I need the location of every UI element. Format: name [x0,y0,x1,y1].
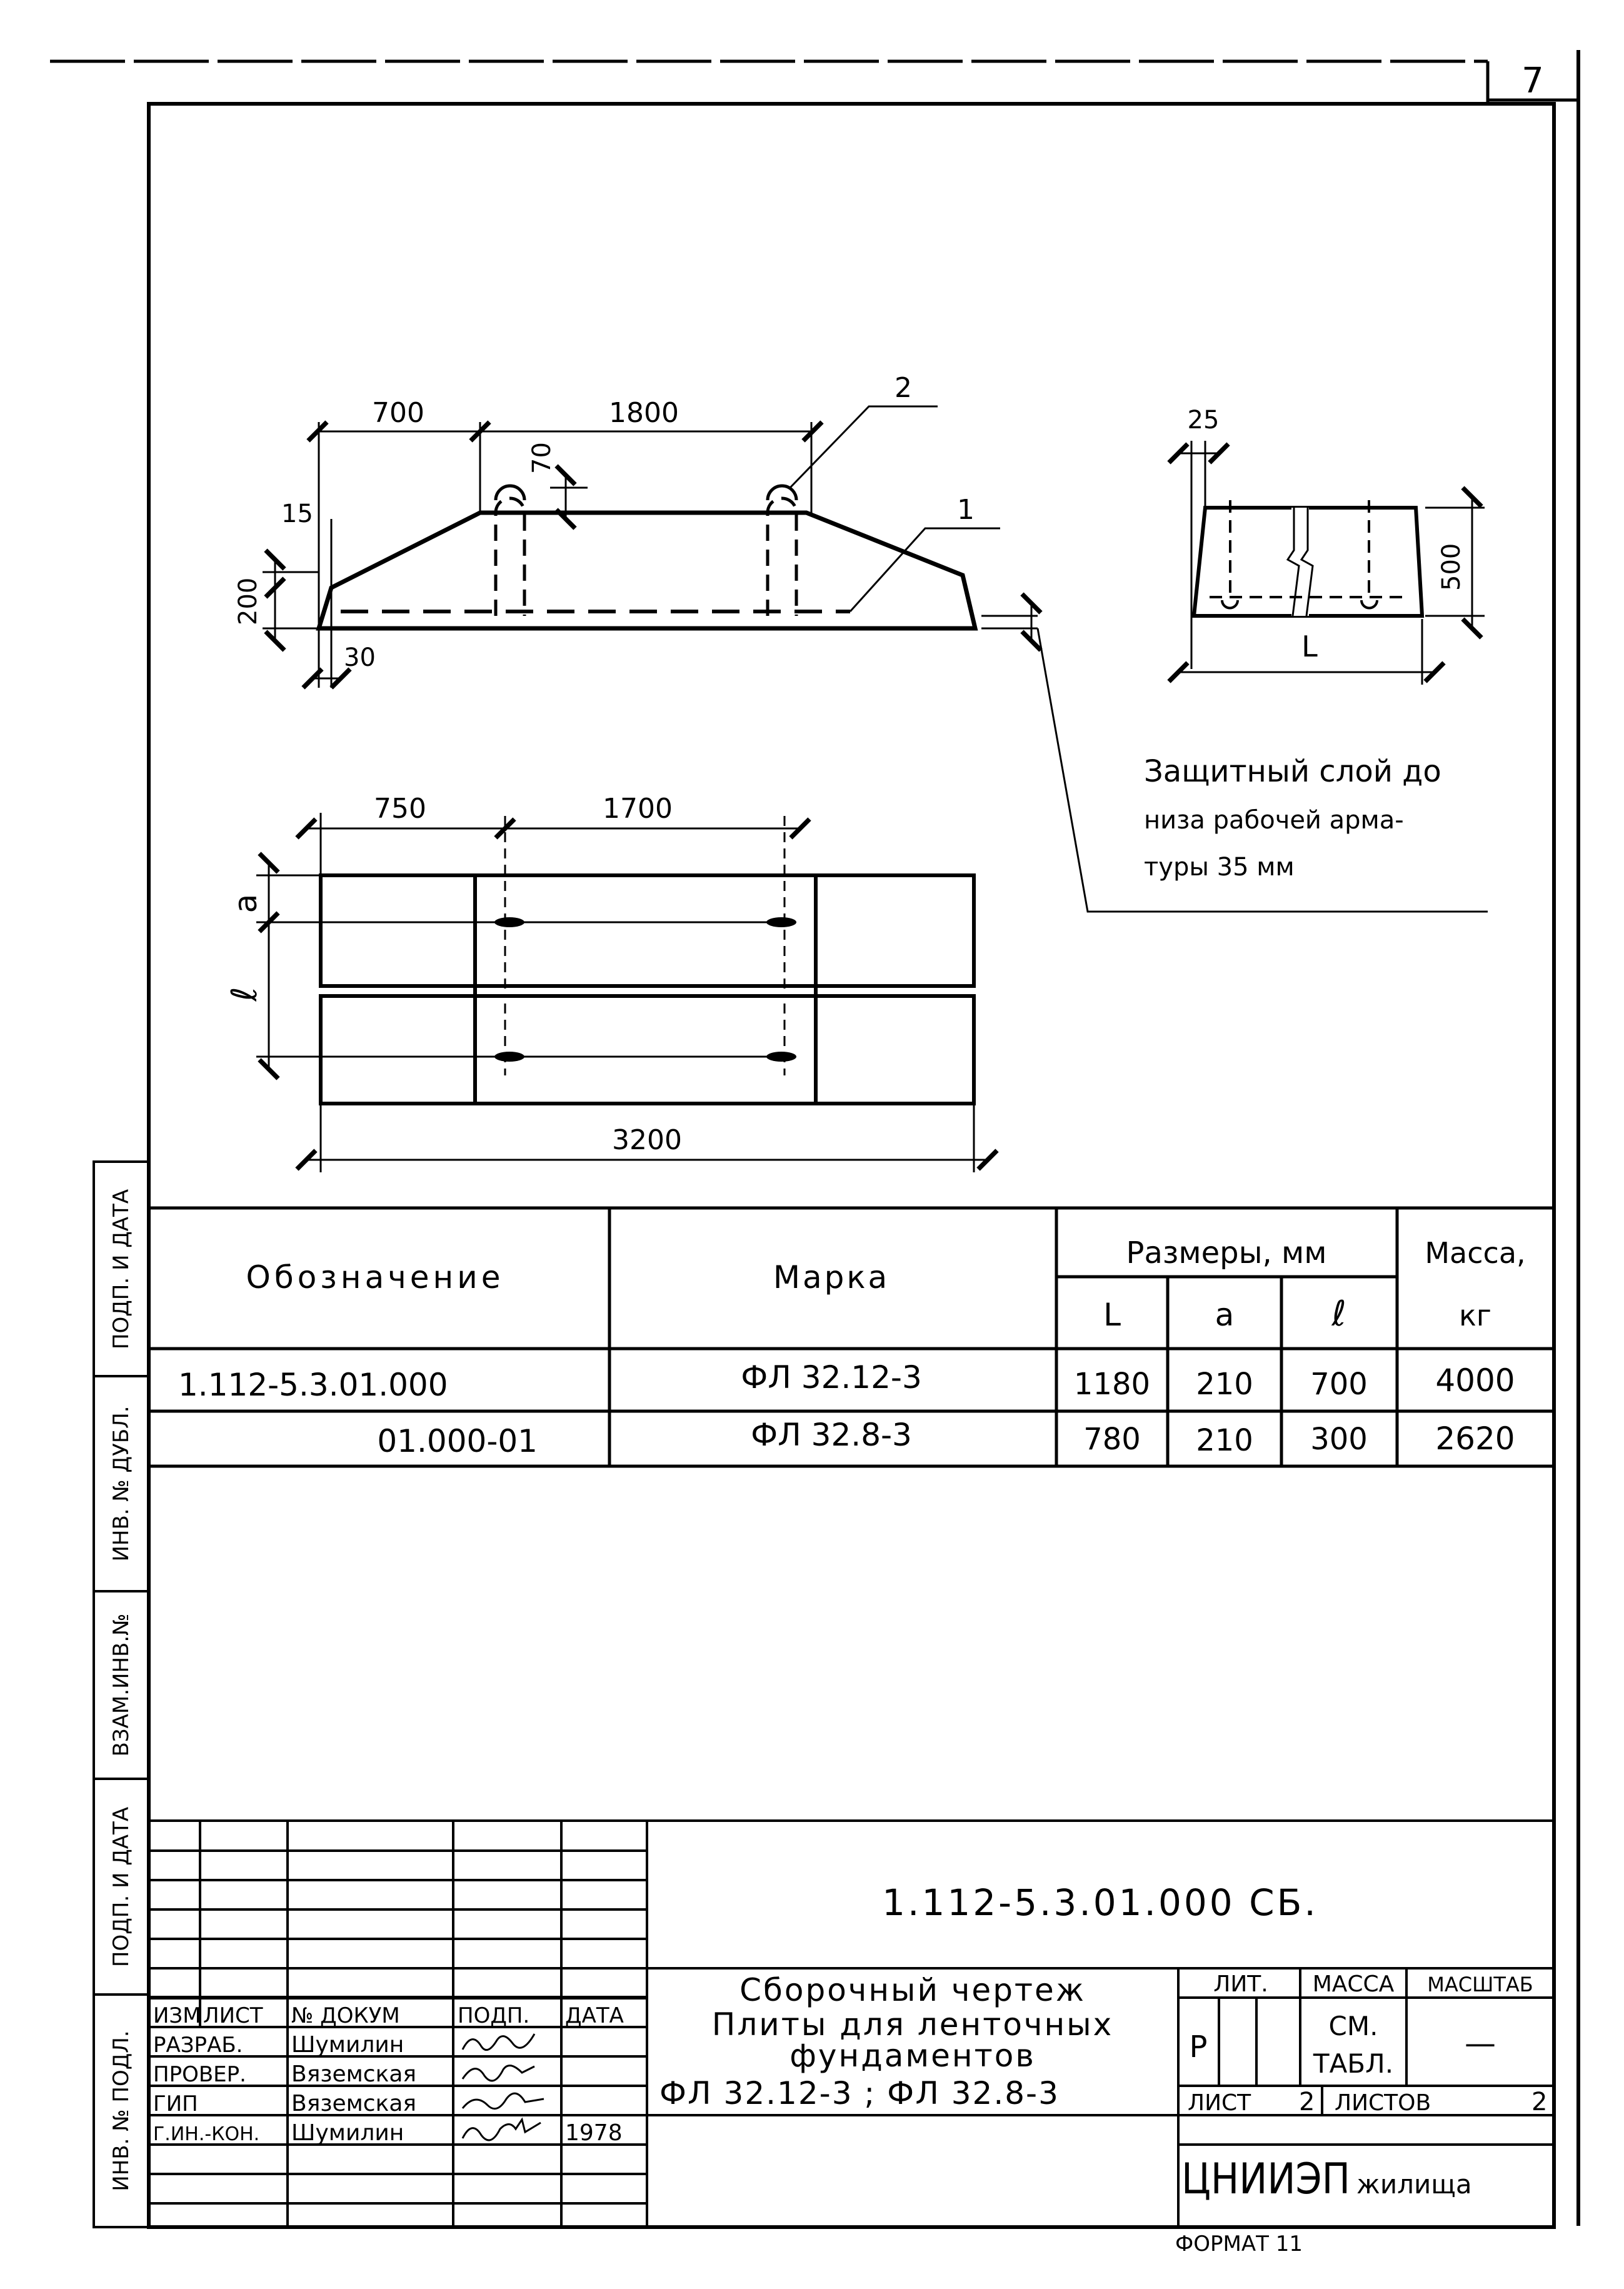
table-cell-mark: ФЛ 32.12-3 [741,1359,922,1396]
table-cell-mark: ФЛ 32.8-3 [751,1417,912,1453]
plan-slab-bottom [321,996,974,1104]
title-block [149,1821,1554,2256]
tb-mass-value-1: СМ. [1328,2011,1378,2041]
dim-l: ℓ [224,987,265,1002]
header-L: L [1103,1297,1121,1333]
plan-slab-top [321,875,974,986]
header-mass-unit: кг [1459,1299,1491,1332]
tb-sheets-value: 2 [1531,2088,1548,2116]
tb-name: Шумилин [291,2032,404,2058]
lifting-loop-right [768,498,796,616]
tb-sheet-value: 2 [1299,2088,1315,2116]
tb-lit-value: Р [1189,2030,1208,2065]
tb-role: ГИП [153,2091,198,2116]
title-line-1: Сборочный чертеж [739,1972,1086,2008]
callout-1: 1 [957,494,975,526]
table-cell-designation: 1.112-5.3.01.000 [178,1367,448,1403]
header-mass: Масса, [1425,1236,1526,1270]
stamp-inv-podl: ИНВ. № ПОДЛ. [109,2030,134,2191]
table-cell-l: 700 [1310,1367,1368,1402]
note-protective-layer [1144,754,1441,882]
table-cell-mass: 2620 [1435,1421,1515,1457]
dim-15: 15 [281,500,313,528]
table-cell-a: 210 [1196,1367,1253,1402]
tb-name: Вяземская [291,2091,417,2116]
stamp-inv-dubl: ИНВ. № ДУБЛ. [109,1406,134,1562]
title-line-4: ФЛ 32.12-3 ; ФЛ 32.8-3 [659,2075,1060,2111]
header-l: ℓ [1331,1294,1346,1334]
dim-3200: 3200 [612,1124,682,1156]
note-line-2: низа рабочей арма- [1144,806,1404,835]
stamp-vzam-inv: ВЗАМ.ИНВ.№ [109,1613,134,1757]
header-mark: Марка [773,1259,890,1295]
tb-header-list: ЛИСТ [203,2003,263,2028]
table-cell-mass: 4000 [1435,1362,1515,1399]
title-line-2: Плиты для ленточных [711,2006,1114,2043]
dim-500: 500 [1437,543,1466,591]
tb-date: 1978 [565,2120,623,2146]
stamp-podp-date-2: ПОДП. И ДАТА [109,1189,134,1350]
tb-header-podp: ПОДП. [458,2003,530,2028]
tb-header-date: ДАТА [565,2003,624,2028]
note-line-1: Защитный слой до [1144,754,1441,789]
side-stamp [94,1162,149,2227]
tb-org-sub: жилища [1356,2169,1472,2200]
dim-200: 200 [234,577,263,625]
plan-view [224,793,988,1172]
tb-header-doc: № ДОКУМ [291,2003,400,2028]
table-cell-a: 210 [1196,1423,1253,1458]
dim-30: 30 [344,643,376,672]
note-line-3: туры 35 мм [1144,853,1295,882]
header-a: a [1215,1297,1235,1333]
dim-1700: 1700 [603,793,673,825]
tb-role: Г.ИН.-КОН. [153,2123,260,2145]
dim-L: L [1301,630,1318,663]
tb-sheet-label: ЛИСТ [1188,2090,1251,2116]
spec-table [149,1208,1554,1466]
dim-25: 25 [1187,406,1220,435]
tb-scale-label: МАСШТАБ [1427,1973,1533,1996]
tb-mass-label: МАССА [1312,1971,1395,1997]
end-view [1178,406,1485,685]
tb-mass-value-2: ТАБЛ. [1313,2048,1394,2079]
dim-750: 750 [374,793,426,825]
dim-70: 70 [528,442,556,474]
callout-2: 2 [895,372,912,404]
tb-name: Вяземская [291,2061,417,2087]
tb-name: Шумилин [291,2120,404,2146]
dim-1800: 1800 [609,397,679,429]
tb-lit-label: ЛИТ. [1213,1971,1268,1997]
header-sizes: Размеры, мм [1126,1235,1327,1270]
table-cell-L: 780 [1083,1422,1141,1457]
format-label: ФОРМАТ 11 [1175,2231,1303,2256]
sheet-frame [50,50,1578,2227]
document-code: 1.112-5.3.01.000 СБ. [882,1881,1318,1924]
header-designation: Обозначение [246,1259,504,1295]
tb-role: РАЗРАБ. [153,2033,243,2058]
lifting-loop-left [496,498,524,616]
dim-700: 700 [372,397,424,429]
title-line-3: фундаментов [789,2038,1036,2074]
tb-scale-value: — [1465,2025,1496,2061]
table-cell-L: 1180 [1073,1367,1151,1402]
dim-a: a [228,893,264,913]
sheet-number: 7 [1521,61,1544,101]
tb-sheets-label: ЛИСТОВ [1335,2090,1431,2116]
stamp-podp-date-1: ПОДП. И ДАТА [109,1806,134,1968]
tb-header-izm: ИЗМ [153,2003,201,2028]
tb-role: ПРОВЕР. [153,2062,246,2087]
table-cell-designation: 01.000-01 [377,1423,538,1459]
table-cell-l: 300 [1310,1422,1368,1457]
tb-org-main: ЦНИИЭП [1181,2155,1350,2204]
